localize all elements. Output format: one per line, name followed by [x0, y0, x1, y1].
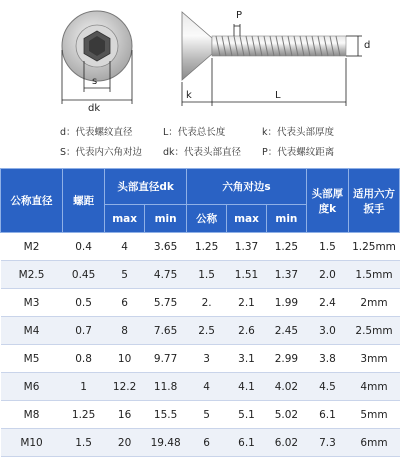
table-cell: 4 [187, 373, 227, 401]
table-cell: 6.1 [306, 401, 348, 429]
table-row [1, 289, 400, 317]
table-cell: 2.6 [227, 317, 267, 345]
table-cell: 4.1 [227, 373, 267, 401]
table-cell: 4.75 [145, 261, 187, 289]
table-cell: 1.5 [187, 261, 227, 289]
table-cell: 10 [105, 345, 145, 373]
table-cell: 5 [105, 261, 145, 289]
table-cell: 7.3 [306, 429, 348, 457]
header-dk-max: max [105, 205, 145, 233]
table-row [1, 429, 400, 457]
table-cell: 0.4 [63, 233, 105, 261]
dimension-legend [0, 118, 400, 162]
spec-table [0, 168, 400, 457]
table-cell: 1.25 [187, 233, 227, 261]
header-s-max: max [227, 205, 267, 233]
table-cell: 2.1 [227, 289, 267, 317]
table-cell: 20 [105, 429, 145, 457]
table-cell: 3.1 [227, 345, 267, 373]
table-cell: 0.7 [63, 317, 105, 345]
l-label: L [275, 90, 281, 101]
table-cell: 6.1 [227, 429, 267, 457]
table-row [1, 261, 400, 289]
table-body [1, 233, 400, 457]
countersunk-screw-drawing [0, 0, 400, 118]
table-cell: 6 [105, 289, 145, 317]
d-label: d [364, 40, 371, 51]
table-cell: 5.75 [145, 289, 187, 317]
table-cell: 6.02 [266, 429, 306, 457]
table-cell: 16 [105, 401, 145, 429]
table-cell: 8 [105, 317, 145, 345]
table-cell: 6 [187, 429, 227, 457]
s-label: s [92, 76, 98, 87]
table-row [1, 345, 400, 373]
table-row [1, 373, 400, 401]
table-cell: 1.25 [266, 233, 306, 261]
table-cell: M8 [1, 401, 63, 429]
dk-label: dk [88, 103, 101, 114]
legend-d: d：代表螺纹直径 [60, 127, 133, 138]
table-cell: M6 [1, 373, 63, 401]
table-cell: 1.51 [227, 261, 267, 289]
table-cell: 4mm [348, 373, 399, 401]
table-cell: 3 [187, 345, 227, 373]
table-cell: 3.8 [306, 345, 348, 373]
table-cell: 5.02 [266, 401, 306, 429]
table-cell: 1.5 [63, 429, 105, 457]
table-cell: M2.5 [1, 261, 63, 289]
table-cell: 4.02 [266, 373, 306, 401]
table-cell: M5 [1, 345, 63, 373]
table-row [1, 233, 400, 261]
table-cell: 1 [63, 373, 105, 401]
d-dimension [346, 36, 362, 56]
p-dimension [234, 24, 240, 36]
table-cell: 11.8 [145, 373, 187, 401]
table-cell: 1.25mm [348, 233, 399, 261]
header-hex-across-flats: 六角对边s [187, 169, 307, 205]
p-label: P [236, 10, 243, 21]
table-cell: 4 [105, 233, 145, 261]
header-dk-min: min [145, 205, 187, 233]
table-row [1, 317, 400, 345]
head-top-view [62, 11, 132, 81]
table-cell: 9.77 [145, 345, 187, 373]
table-cell: 15.5 [145, 401, 187, 429]
header-nominal-diameter: 公称直径 [1, 169, 63, 233]
header-head-diameter: 头部直径dk [105, 169, 187, 205]
table-cell: M4 [1, 317, 63, 345]
table-cell: 12.2 [105, 373, 145, 401]
legend-p: P：代表螺纹距离 [262, 147, 335, 158]
screw-side-view [182, 12, 346, 80]
legend-dk: dk：代表头部直径 [163, 147, 242, 158]
header-pitch: 螺距 [63, 169, 105, 233]
table-cell: 2.0 [306, 261, 348, 289]
table-cell: M3 [1, 289, 63, 317]
table-cell: 19.48 [145, 429, 187, 457]
table-cell: M2 [1, 233, 63, 261]
table-cell: 3.0 [306, 317, 348, 345]
table-cell: 3.65 [145, 233, 187, 261]
table-cell: 2. [187, 289, 227, 317]
k-label: k [186, 90, 192, 101]
header-head-thickness: 头部厚度k [306, 169, 348, 233]
table-cell: 1.5mm [348, 261, 399, 289]
table-cell: 2.45 [266, 317, 306, 345]
table-cell: 7.65 [145, 317, 187, 345]
legend-l: L：代表总长度 [163, 127, 226, 138]
header-s-nominal: 公称 [187, 205, 227, 233]
legend-k: k：代表头部厚度 [262, 127, 335, 138]
table-cell: 1.5 [306, 233, 348, 261]
table-cell: 2.5mm [348, 317, 399, 345]
table-cell: 0.8 [63, 345, 105, 373]
table-cell: 5.1 [227, 401, 267, 429]
table-cell: M10 [1, 429, 63, 457]
table-cell: 5 [187, 401, 227, 429]
table-cell: 2.5 [187, 317, 227, 345]
table-cell: 1.37 [227, 233, 267, 261]
table-cell: 1.25 [63, 401, 105, 429]
legend-s: S：代表内六角对边 [60, 147, 143, 158]
screw-diagram [0, 0, 400, 118]
table-row [1, 401, 400, 429]
table-cell: 6mm [348, 429, 399, 457]
table-cell: 2.99 [266, 345, 306, 373]
table-cell: 1.37 [266, 261, 306, 289]
header-hex-wrench: 适用六方扳手 [348, 169, 399, 233]
table-cell: 0.45 [63, 261, 105, 289]
table-cell: 4.5 [306, 373, 348, 401]
table-cell: 3mm [348, 345, 399, 373]
table-cell: 0.5 [63, 289, 105, 317]
table-cell: 2mm [348, 289, 399, 317]
header-s-min: min [266, 205, 306, 233]
table-cell: 2.4 [306, 289, 348, 317]
table-cell: 5mm [348, 401, 399, 429]
table-cell: 1.99 [266, 289, 306, 317]
